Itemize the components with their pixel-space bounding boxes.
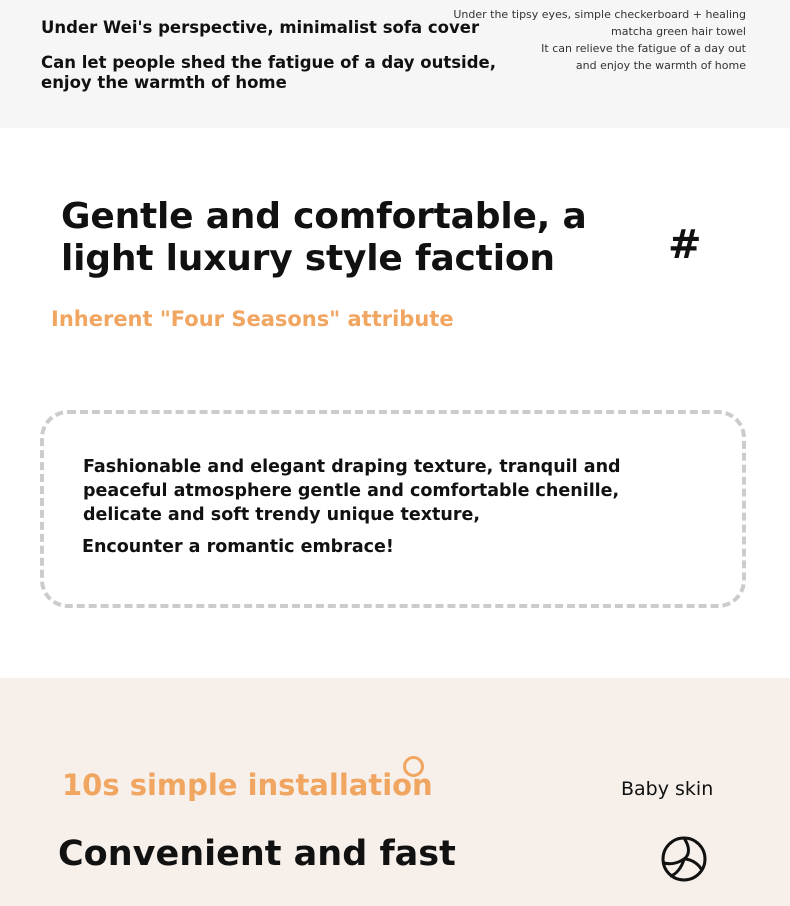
right-line: matcha green hair towel xyxy=(611,25,746,38)
section-heading: Gentle and comfortable, a light luxury style faction xyxy=(61,196,587,279)
right-line: and enjoy the warmth of home xyxy=(575,59,746,72)
right-line: It can relieve the fatigue of a day out xyxy=(541,42,746,55)
body-paragraph: Fashionable and elegant draping texture, tranquil and peaceful atmosphere gentle and comfortable chenille, delicate and soft trendy unique texture, xyxy=(83,457,621,525)
body-tagline: Encounter a romantic embrace! xyxy=(82,537,394,557)
ball-icon xyxy=(660,835,708,883)
intro-subtext: Can let people shed the fatigue of a day outside, enjoy the warmth of home xyxy=(41,53,496,92)
hash-icon: # xyxy=(668,222,702,268)
convenient-heading: Convenient and fast xyxy=(58,834,456,874)
intro-section xyxy=(0,0,790,128)
installation-label: 10s simple installation xyxy=(62,768,433,802)
intro-right-text xyxy=(453,6,746,74)
right-line: Under the tipsy eyes, simple checkerboard + healing xyxy=(453,8,746,21)
intro-heading: Under Wei's perspective, minimalist sofa cover xyxy=(41,18,480,37)
four-seasons-label: Inherent "Four Seasons" attribute xyxy=(51,307,454,331)
baby-skin-label: Baby skin xyxy=(621,778,714,800)
